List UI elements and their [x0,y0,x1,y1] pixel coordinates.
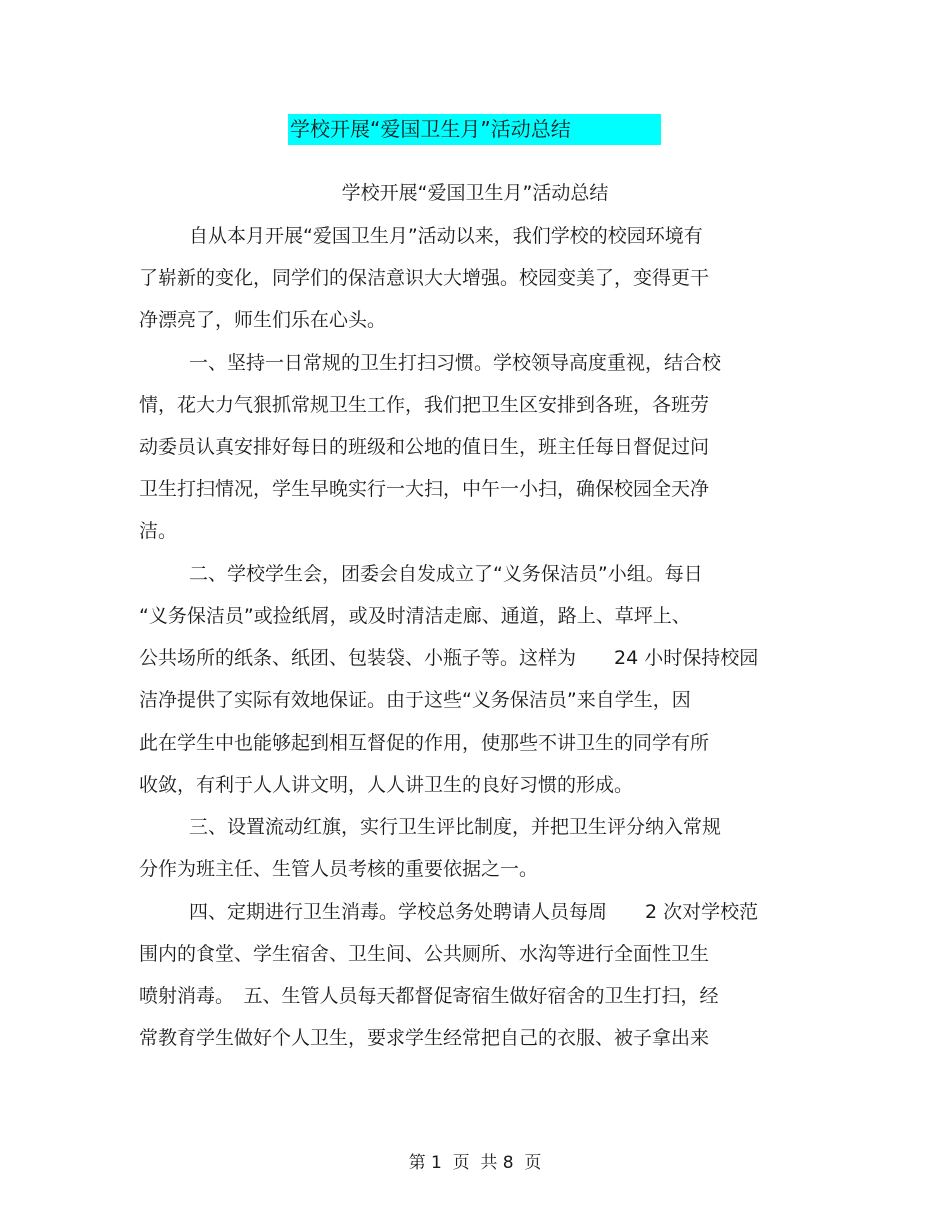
body-line: 分作为班主任、生管人员考核的重要依据之一。 [139,858,539,880]
body-line: 洁净提供了实际有效地保证。由于这些“义务保洁员”来自学生，因 [139,689,691,711]
body-line: 三、设置流动红旗，实行卫生评比制度，并把卫生评分纳入常规 [189,816,722,838]
body-line: 收敛，有利于人人讲文明，人人讲卫生的良好习惯的形成。 [139,774,634,796]
body-line: 四、定期进行卫生消毒。学校总务处聘请人员每周 2 次对学校范 [189,901,759,923]
body-line: 洁。 [139,520,178,542]
document-subtitle: 学校开展“爱国卫生月”活动总结 [341,182,609,204]
body-line: 净漂亮了，师生们乐在心头。 [139,309,387,331]
body-line: 一、坚持一日常规的卫生打扫习惯。学校领导高度重视，结合校 [189,352,722,374]
body-line: 自从本月开展“爱国卫生月”活动以来，我们学校的校园环境有 [189,225,703,247]
body-line: 情，花大力气狠抓常规卫生工作，我们把卫生区安排到各班，各班劳 [139,394,710,416]
body-line: 喷射消毒。 五、生管人员每天都督促寄宿生做好宿舍的卫生打扫，经 [139,985,719,1007]
body-line: 动委员认真安排好每日的班级和公地的值日生，班主任每日督促过问 [139,436,710,458]
page-number-footer: 第 1 页 共 8 页 [408,1153,542,1173]
body-line: 常教育学生做好个人卫生，要求学生经常把自己的衣服、被子拿出来 [139,1027,710,1049]
body-line: 卫生打扫情况，学生早晚实行一大扫，中午一小扫，确保校园全天净 [139,478,710,500]
body-line: 二、学校学生会，团委会自发成立了“义务保洁员”小组。每日 [189,563,703,585]
document-title: 学校开展“爱国卫生月”活动总结 [288,114,661,145]
body-line: 公共场所的纸条、纸团、包装袋、小瓶子等。这样为 24 小时保持校园 [139,647,759,669]
body-line: “义务保洁员”或捡纸屑，或及时清洁走廊、通道，路上、草坪上、 [139,605,691,627]
body-line: 此在学生中也能够起到相互督促的作用，使那些不讲卫生的同学有所 [139,732,710,754]
body-line: 围内的食堂、学生宿舍、卫生间、公共厕所、水沟等进行全面性卫生 [139,943,710,965]
body-line: 了崭新的变化，同学们的保洁意识大大增强。校园变美了，变得更干 [139,267,710,289]
